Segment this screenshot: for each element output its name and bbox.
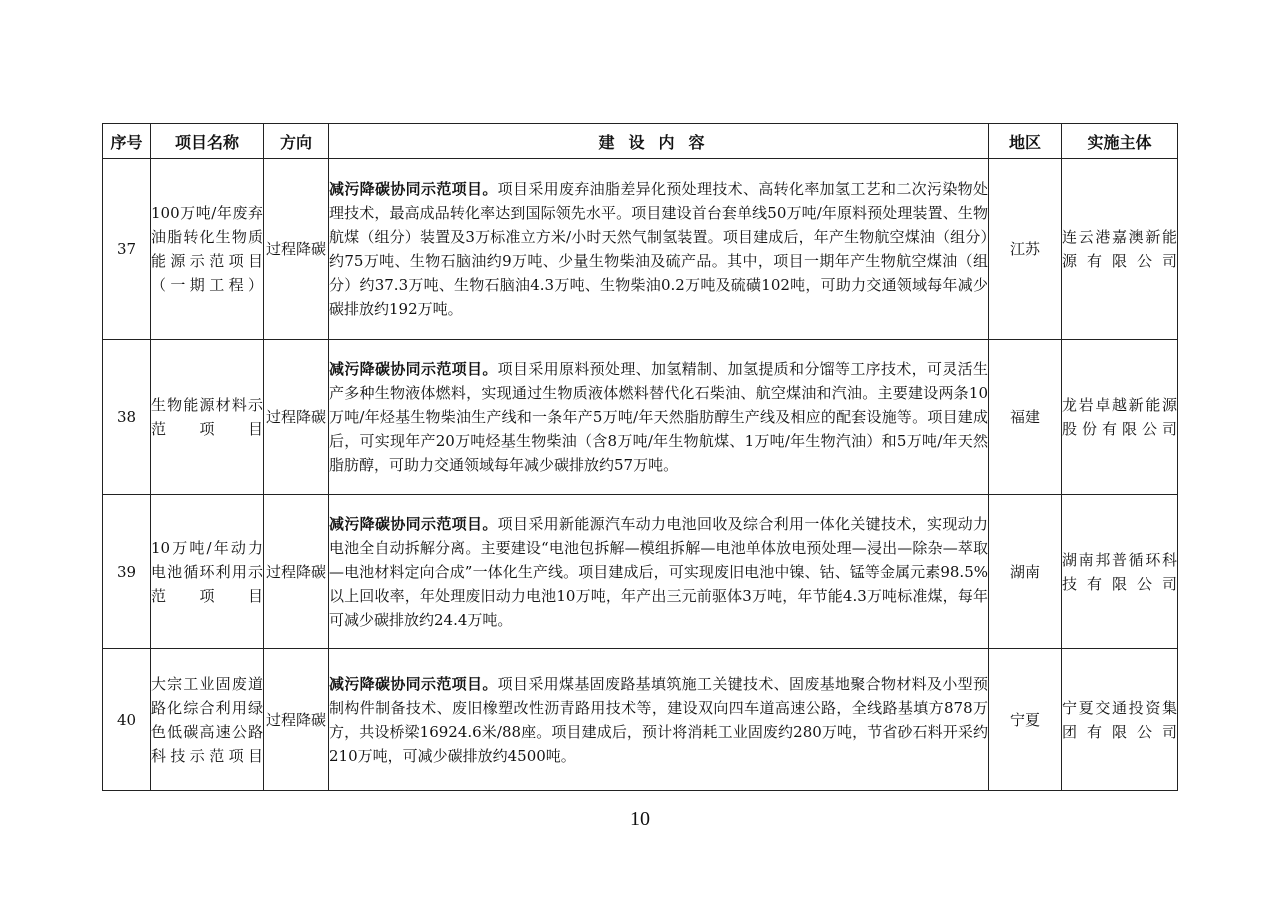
project-name: 大宗工业固废道路化综合利用绿色低碳高速公路科技示范项目 <box>151 649 264 791</box>
content-cell <box>329 649 989 791</box>
direction: 过程降碳 <box>264 649 329 791</box>
project-name: 生物能源材料示范项目 <box>151 340 264 495</box>
content-text: 项目采用废弃油脂差异化预处理技术、高转化率加氢工艺和二次污染物处理技术，最高成品转化率达到国际领先水平。项目建设首台套单线50万吨/年原料预处理装置、生物航煤（组分）装置及3万标准立方米/小时天然气制氢装置。项目建成后，年产生物航空煤油（组分）约75万吨、生物石脑油约9万吨、少量生物柴油及硫产品。其中，项目一期年产生物航空煤油（组分）约37.3万吨、生物石脑油4.3万吨、生物柴油0.2万吨及硫磺102吨，可助力交通领域每年减少碳排放约192万吨。 <box>329 180 988 318</box>
content-lead: 减污降碳协同示范项目。 <box>329 180 498 198</box>
content-cell <box>329 495 989 649</box>
content-lead: 减污降碳协同示范项目。 <box>329 360 498 378</box>
entity: 龙岩卓越新能源股份有限公司 <box>1062 340 1178 495</box>
table-row <box>103 159 1178 340</box>
content-cell <box>329 159 989 340</box>
entity: 湖南邦普循环科技有限公司 <box>1062 495 1178 649</box>
region: 湖南 <box>989 495 1062 649</box>
row-index: 38 <box>103 340 151 495</box>
table-header-row <box>103 124 1178 159</box>
region: 福建 <box>989 340 1062 495</box>
header-region: 地区 <box>989 124 1062 159</box>
direction: 过程降碳 <box>264 340 329 495</box>
table-row <box>103 495 1178 649</box>
content-lead: 减污降碳协同示范项目。 <box>329 514 498 533</box>
project-name: 10万吨/年动力电池循环利用示范项目 <box>151 495 264 649</box>
row-index: 37 <box>103 159 151 340</box>
project-name: 100万吨/年废弃油脂转化生物质能源示范项目（一期工程） <box>151 159 264 340</box>
content-cell <box>329 340 989 495</box>
table-row <box>103 649 1178 791</box>
content-text: 项目采用原料预处理、加氢精制、加氢提质和分馏等工序技术，可灵活生产多种生物液体燃料，实现通过生物质液体燃料替代化石柴油、航空煤油和汽油。主要建设两条10万吨/年烃基生物柴油生产线和一条年产5万吨/年天然脂肪醇生产线及相应的配套设施等。项目建成后，可实现年产20万吨烃基生物柴油（含8万吨/年生物航煤、1万吨/年生物汽油）和5万吨/年天然脂肪醇，可助力交通领域每年减少碳排放约57万吨。 <box>329 360 988 474</box>
header-entity: 实施主体 <box>1062 124 1178 159</box>
content-text: 项目采用新能源汽车动力电池回收及综合利用一体化关键技术，实现动力电池全自动拆解分离。主要建设“电池包拆解—模组拆解—电池单体放电预处理—浸出—除杂—萃取—电池材料定向合成”一体化生产线。项目建成后，可实现废旧电池中镍、钴、锰等金属元素98.5%以上回收率，年处理废旧动力电池10万吨，年产出三元前驱体3万吨，年节能4.3万吨标准煤，每年可减少碳排放约24.4万吨。 <box>329 514 988 629</box>
page-number: 10 <box>630 808 650 830</box>
projects-table <box>102 123 1178 791</box>
header-direction: 方向 <box>264 124 329 159</box>
content-text: 项目采用煤基固废路基填筑施工关键技术、固废基地聚合物材料及小型预制构件制备技术、废旧橡塑改性沥青路用技术等，建设双向四车道高速公路，全线路基填方878万方，共设桥梁16924.6米/88座。项目建成后，预计将消耗工业固废约280万吨，节省砂石料开采约210万吨，可减少碳排放约4500吨。 <box>329 674 988 765</box>
row-index: 40 <box>103 649 151 791</box>
direction: 过程降碳 <box>264 159 329 340</box>
content-lead: 减污降碳协同示范项目。 <box>329 674 498 693</box>
row-index: 39 <box>103 495 151 649</box>
direction: 过程降碳 <box>264 495 329 649</box>
entity: 宁夏交通投资集团有限公司 <box>1062 649 1178 791</box>
region: 江苏 <box>989 159 1062 340</box>
entity: 连云港嘉澳新能源有限公司 <box>1062 159 1178 340</box>
header-index: 序号 <box>103 124 151 159</box>
table-row <box>103 340 1178 495</box>
region: 宁夏 <box>989 649 1062 791</box>
header-content: 建设内容 <box>329 124 989 159</box>
header-name: 项目名称 <box>151 124 264 159</box>
